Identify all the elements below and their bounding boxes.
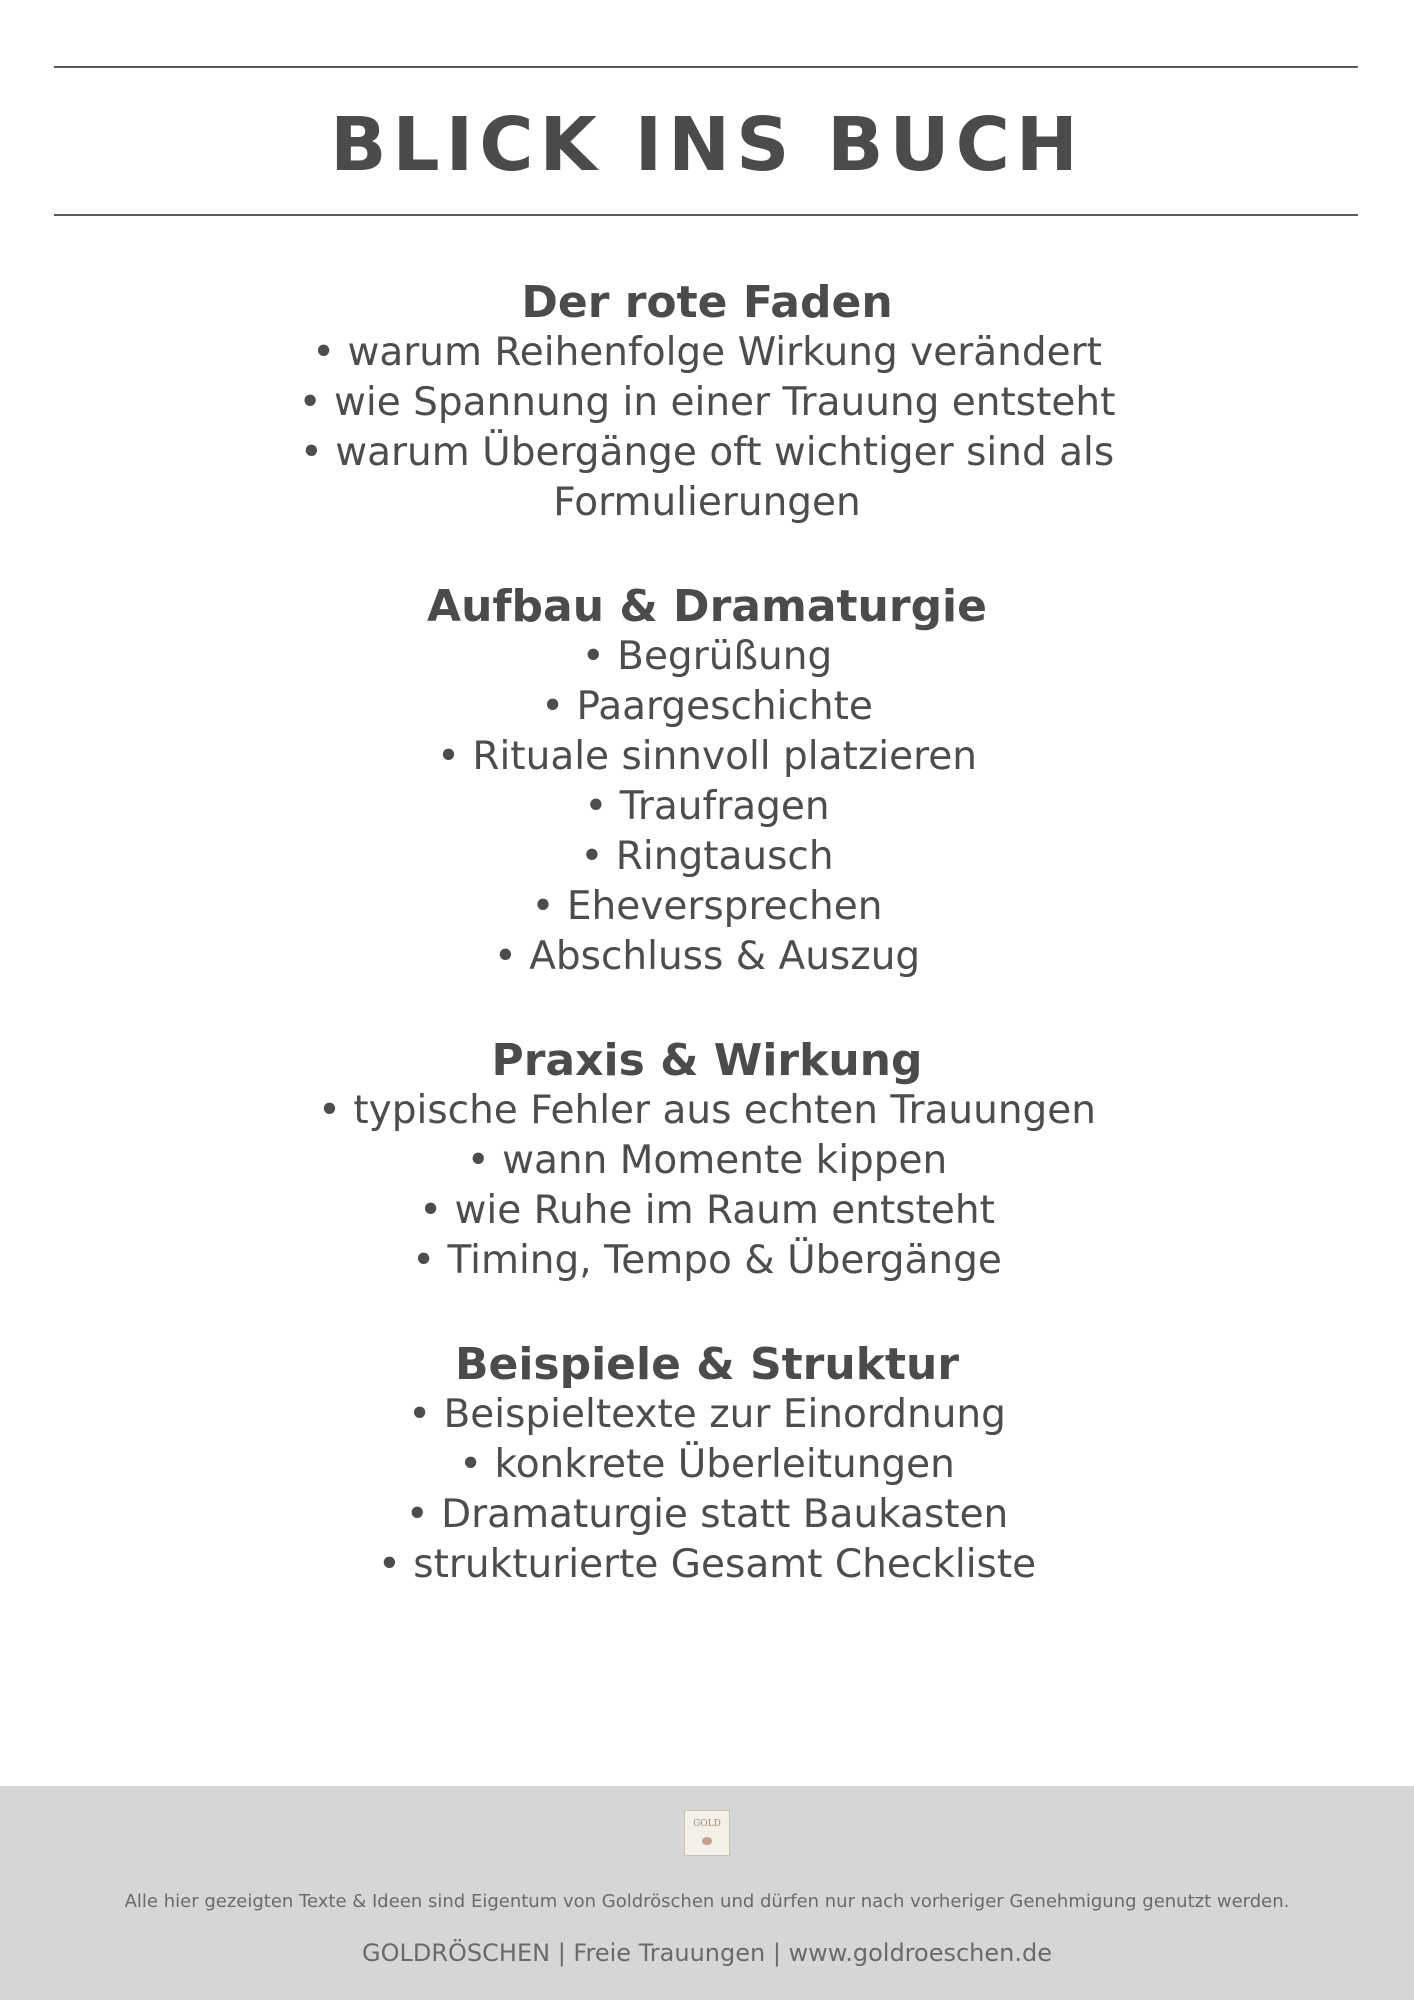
list-item: • wie Spannung in einer Trauung entsteht — [298, 380, 1116, 425]
section-heading: Beispiele & Struktur — [454, 1339, 960, 1390]
section-heading: Aufbau & Dramaturgie — [427, 581, 987, 632]
list-item: • Ringtausch — [580, 834, 834, 879]
section-der-rote-faden — [0, 278, 1414, 528]
list-item: • warum Reihenfolge Wirkung verändert — [312, 330, 1102, 375]
list-item: • wie Ruhe im Raum entsteht — [419, 1188, 995, 1233]
list-item: • Rituale sinnvoll platzieren — [436, 734, 978, 779]
list-item: • Beispieltexte zur Einordnung — [408, 1392, 1006, 1437]
list-item: • Begrüßung — [581, 634, 833, 679]
section-praxis-wirkung — [0, 1036, 1414, 1286]
list-item: • Abschluss & Auszug — [493, 934, 921, 979]
list-item: • typische Fehler aus echten Trauungen — [317, 1088, 1097, 1133]
goldroeschen-logo — [684, 1810, 730, 1856]
list-item: • wann Momente kippen — [466, 1138, 948, 1183]
list-item: • Paargeschichte — [541, 684, 873, 729]
rose-icon — [702, 1837, 712, 1845]
list-item: • warum Übergänge oft wichtiger sind als Formulierungen — [299, 430, 1115, 525]
section-list — [0, 1086, 1414, 1286]
list-item: • Eheversprechen — [531, 884, 883, 929]
list-item: • Traufragen — [584, 784, 830, 829]
copyright-disclaimer: Alle hier gezeigten Texte & Ideen sind Eigentum von Goldröschen und dürfen nur nach vorheriger Genehmigung genutzt werden. — [124, 1891, 1290, 1912]
top-divider — [54, 66, 1358, 68]
list-item: • strukturierte Gesamt Checkliste — [377, 1542, 1037, 1587]
list-item: • konkrete Überleitungen — [459, 1442, 955, 1487]
title-divider — [54, 214, 1358, 216]
page-title: BLICK INS BUCH — [330, 102, 1084, 188]
section-list — [0, 328, 1414, 528]
content-area — [0, 278, 1414, 1644]
list-item: • Dramaturgie statt Baukasten — [405, 1492, 1009, 1537]
section-list — [0, 632, 1414, 982]
section-beispiele-struktur — [0, 1340, 1414, 1590]
footer-brand-line: GOLDRÖSCHEN | Freie Trauungen | www.goldroeschen.de — [362, 1939, 1052, 1967]
footer — [0, 1786, 1414, 2000]
section-heading: Der rote Faden — [521, 277, 893, 328]
section-list — [0, 1390, 1414, 1590]
list-item: • Timing, Tempo & Übergänge — [412, 1238, 1002, 1283]
logo-text: GOLD — [693, 1819, 721, 1829]
section-aufbau-dramaturgie — [0, 582, 1414, 982]
section-heading: Praxis & Wirkung — [491, 1035, 923, 1086]
